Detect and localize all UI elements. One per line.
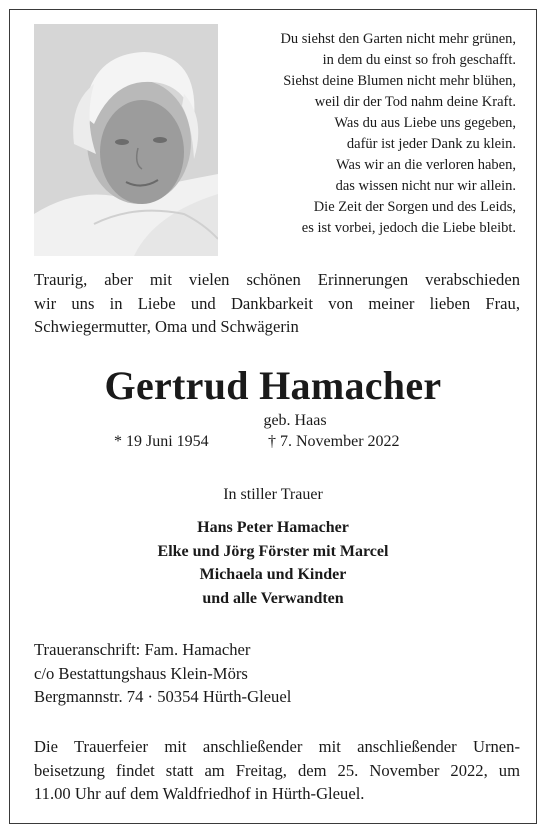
poem-line: das wissen nicht nur wir allein. [335, 178, 516, 194]
poem-line: Was du aus Liebe uns gegeben, [334, 115, 516, 131]
birth-date: * 19 Juni 1954 [114, 433, 209, 450]
birth-name: geb. Haas [263, 412, 327, 429]
intro-text [34, 268, 520, 339]
family-member: Michaela und Kinder [199, 566, 347, 583]
poem-line: Die Zeit der Sorgen und des Leids, [313, 199, 516, 215]
poem-line: in dem du einst so froh geschafft. [322, 52, 516, 68]
obituary-notice [9, 9, 537, 824]
family-member: Hans Peter Hamacher [197, 519, 349, 536]
funeral-line: 11.00 Uhr auf dem Waldfriedhof in Hürth-Gleuel. [34, 784, 365, 803]
poem-line: Du siehst den Garten nicht mehr grünen, [280, 31, 516, 47]
address-line: c/o Bestattungshaus Klein-Mörs [34, 663, 248, 683]
mourning-line: In stiller Trauer [223, 486, 323, 503]
intro-line: wir uns in Liebe und Dankbarkeit von meiner lieben Frau, [34, 293, 520, 313]
poem-line: Was wir an die verloren haben, [335, 157, 516, 173]
poem-line: weil dir der Tod nahm deine Kraft. [314, 94, 516, 110]
death-date: † 7. November 2022 [268, 433, 400, 450]
poem-line: Siehst deine Blumen nicht mehr blühen, [283, 73, 516, 89]
deceased-name: Gertrud Hamacher [104, 363, 442, 408]
portrait-photo [34, 24, 218, 256]
poem-line: es ist vorbei, jedoch die Liebe bleibt. [301, 220, 516, 236]
poem-line: dafür ist jeder Dank zu klein. [346, 136, 516, 152]
poem [226, 29, 516, 239]
funeral-line: Die Trauerfeier mit anschließender mit anschließender Urnen- [34, 737, 520, 756]
intro-line: Traurig, aber mit vielen schönen Erinnerungen verabschieden [34, 270, 520, 289]
family-member: Elke und Jörg Förster mit Marcel [157, 542, 389, 560]
address-line: Bergmannstr. 74 · 50354 Hürth-Gleuel [34, 687, 292, 706]
family-list [10, 516, 536, 610]
mourning-address [34, 638, 291, 709]
address-line: Traueranschrift: Fam. Hamacher [34, 640, 251, 659]
funeral-line: beisetzung findet statt am Freitag, dem 25. November 2022, um [34, 760, 520, 780]
intro-line: Schwiegermutter, Oma und Schwägerin [34, 317, 299, 336]
family-member: und alle Verwandten [202, 589, 344, 607]
funeral-details [34, 735, 520, 806]
